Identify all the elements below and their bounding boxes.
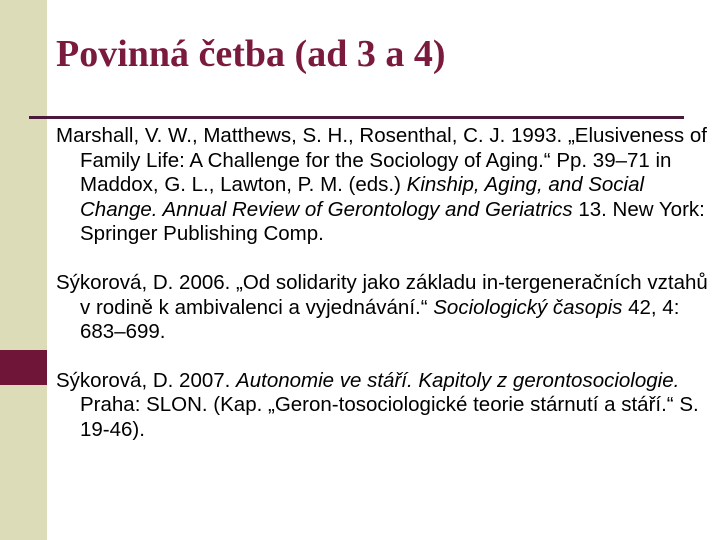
- reference-text-italic: Kinship, Aging, and Social Change. Annual Review of Gerontology and Geriatrics: [80, 173, 645, 221]
- title-divider: [29, 116, 684, 119]
- reference-item: [56, 369, 716, 443]
- reference-list: [56, 124, 716, 443]
- reference-text: Sýkorová, D. 2007.: [56, 368, 237, 392]
- reference-text: 13. New York: Springer Publishing Comp.: [80, 197, 705, 246]
- reference-text-italic: Autonomie ve stáří. Kapitoly z gerontosociologie.: [236, 368, 680, 392]
- reference-text: Praha: SLON. (Kap. „Geron-tosociologické teorie stárnutí a stáří.“ S. 19-46).: [80, 393, 699, 441]
- reference-item: [56, 271, 716, 345]
- reference-text-italic: Sociologický časopis: [433, 295, 623, 319]
- left-accent-block: [0, 350, 47, 385]
- reference-text: Marshall, V. W., Matthews, S. H., Rosenthal, C. J. 1993. „Elusiveness of Family Life: A Challenge for the Sociology of Aging.“ Pp. 39–71 in Maddox, G. L., Lawton, P. M. (eds.): [56, 124, 707, 197]
- reference-text: Sýkorová, D. 2006. „Od solidarity jako základu in-tergeneračních vztahů v rodině k ambivalenci a vyjednávání.“: [56, 270, 708, 319]
- left-decorative-band: [0, 0, 47, 540]
- reference-item: [56, 124, 716, 247]
- reference-text: 42, 4: 683–699.: [80, 295, 680, 344]
- slide-title: Povinná četba (ad 3 a 4): [56, 33, 446, 75]
